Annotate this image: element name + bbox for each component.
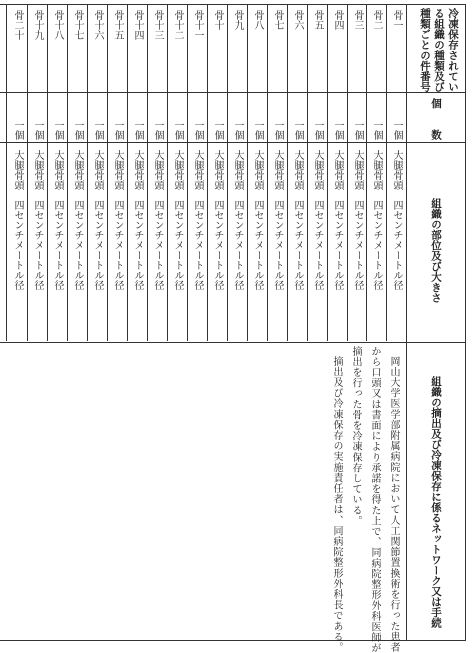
row-size: 四センチメートル径 (252, 200, 263, 290)
row-count: 一個 (92, 120, 103, 140)
row-part: 大腿骨頭 (112, 150, 123, 190)
row-id: 骨十一 (192, 10, 203, 40)
row-count: 一個 (212, 120, 223, 140)
row-part: 大腿骨頭 (152, 150, 163, 190)
row-id: 骨二 (371, 10, 382, 30)
row-count: 一個 (312, 120, 323, 140)
row-size: 四センチメートル径 (352, 200, 363, 290)
row-size: 四センチメートル径 (332, 200, 343, 290)
row-count: 一個 (132, 120, 143, 140)
header-count: 個 数 (430, 98, 442, 140)
row-count: 一個 (172, 120, 183, 140)
row-part: 大腿骨頭 (292, 150, 303, 190)
row-count: 一個 (32, 120, 43, 140)
row-size: 四センチメートル径 (272, 200, 283, 290)
row-count: 一個 (192, 120, 203, 140)
row-part: 大腿骨頭 (132, 150, 143, 190)
header-separator-1 (0, 92, 466, 93)
row-id: 骨一 (391, 10, 402, 30)
header-col1-line3: 種類ごとの件番号 (419, 8, 431, 92)
row-count: 一個 (252, 120, 263, 140)
row-size: 四センチメートル径 (391, 200, 402, 290)
row-size: 四センチメートル径 (172, 200, 183, 290)
row-part: 大腿骨頭 (212, 150, 223, 190)
procedure-line-1: 岡山大学医学部附属病院において人工関節置換術を行った患者 (388, 356, 399, 653)
row-part: 大腿骨頭 (12, 150, 23, 190)
row-count: 一個 (332, 120, 343, 140)
header-col-divider (406, 4, 407, 641)
row-id: 骨五 (312, 10, 323, 30)
row-id: 骨十四 (132, 10, 143, 40)
row-part: 大腿骨頭 (252, 150, 263, 190)
row-part: 大腿骨頭 (172, 150, 183, 190)
rows-left-border (6, 4, 7, 341)
row-count: 一個 (72, 120, 83, 140)
row-size: 四センチメートル径 (132, 200, 143, 290)
row-size: 四センチメートル径 (12, 200, 23, 290)
part-size-bottom-border (0, 342, 466, 343)
row-id: 骨十 (212, 10, 223, 30)
row-count: 一個 (112, 120, 123, 140)
row-part: 大腿骨頭 (72, 150, 83, 190)
row-count: 一個 (292, 120, 303, 140)
row-size: 四センチメートル径 (312, 200, 323, 290)
row-id: 骨八 (252, 10, 263, 30)
row-part: 大腿骨頭 (192, 150, 203, 190)
row-size: 四センチメートル径 (152, 200, 163, 290)
row-count: 一個 (152, 120, 163, 140)
row-id: 骨十九 (32, 10, 43, 40)
row-id: 骨十二 (172, 10, 183, 40)
row-id: 骨十七 (72, 10, 83, 40)
row-size: 四センチメートル径 (232, 200, 243, 290)
row-size: 四センチメートル径 (371, 200, 382, 290)
row-id: 骨六 (292, 10, 303, 30)
row-part: 大腿骨頭 (232, 150, 243, 190)
table-right-border (465, 4, 466, 641)
header-separator-2 (0, 142, 466, 143)
row-part: 大腿骨頭 (332, 150, 343, 190)
row-part: 大腿骨頭 (371, 150, 382, 190)
row-id: 骨九 (232, 10, 243, 30)
row-size: 四センチメートル径 (52, 200, 63, 290)
group-divider (287, 4, 288, 341)
table-top-border (0, 4, 466, 5)
row-id: 骨十五 (112, 10, 123, 40)
row-id: 骨十六 (92, 10, 103, 40)
row-size: 四センチメートル径 (112, 200, 123, 290)
row-id: 骨四 (332, 10, 343, 30)
row-part: 大腿骨頭 (352, 150, 363, 190)
header-col1-line1: 冷凍保存されてい (447, 8, 459, 92)
row-id: 骨七 (272, 10, 283, 30)
row-count: 一個 (232, 120, 243, 140)
row-count: 一個 (371, 120, 382, 140)
row-part: 大腿骨頭 (92, 150, 103, 190)
row-part: 大腿骨頭 (32, 150, 43, 190)
row-size: 四センチメートル径 (212, 200, 223, 290)
row-id: 骨十八 (52, 10, 63, 40)
procedure-line-4: 摘出及び冷凍保存の実施責任者は、同病院整形外科長である。 (331, 356, 342, 653)
row-id: 骨二十 (12, 10, 23, 40)
row-size: 四センチメートル径 (72, 200, 83, 290)
row-part: 大腿骨頭 (272, 150, 283, 190)
row-size: 四センチメートル径 (92, 200, 103, 290)
row-id: 骨三 (352, 10, 363, 30)
row-part: 大腿骨頭 (52, 150, 63, 190)
header-procedure: 組織の摘出及び冷凍保存に係るネットワーク又は手続 (430, 376, 442, 628)
row-count: 一個 (52, 120, 63, 140)
row-count: 一個 (391, 120, 402, 140)
row-size: 四センチメートル径 (32, 200, 43, 290)
row-part: 大腿骨頭 (312, 150, 323, 190)
header-col1-line2: る組織の種類及び (433, 8, 445, 92)
header-part-size: 組織の部位及び大きさ (430, 198, 442, 303)
procedure-line-2: から口頭又は書面により承諾を得た上で、同病院整形外科医師が (369, 346, 380, 653)
row-id: 骨十三 (152, 10, 163, 40)
row-size: 四センチメートル径 (292, 200, 303, 290)
row-size: 四センチメートル径 (192, 200, 203, 290)
row-count: 一個 (352, 120, 363, 140)
row-count: 一個 (12, 120, 23, 140)
procedure-line-3: 摘出を行った骨を冷凍保存している。 (350, 346, 361, 527)
row-part: 大腿骨頭 (391, 150, 402, 190)
row-count: 一個 (272, 120, 283, 140)
